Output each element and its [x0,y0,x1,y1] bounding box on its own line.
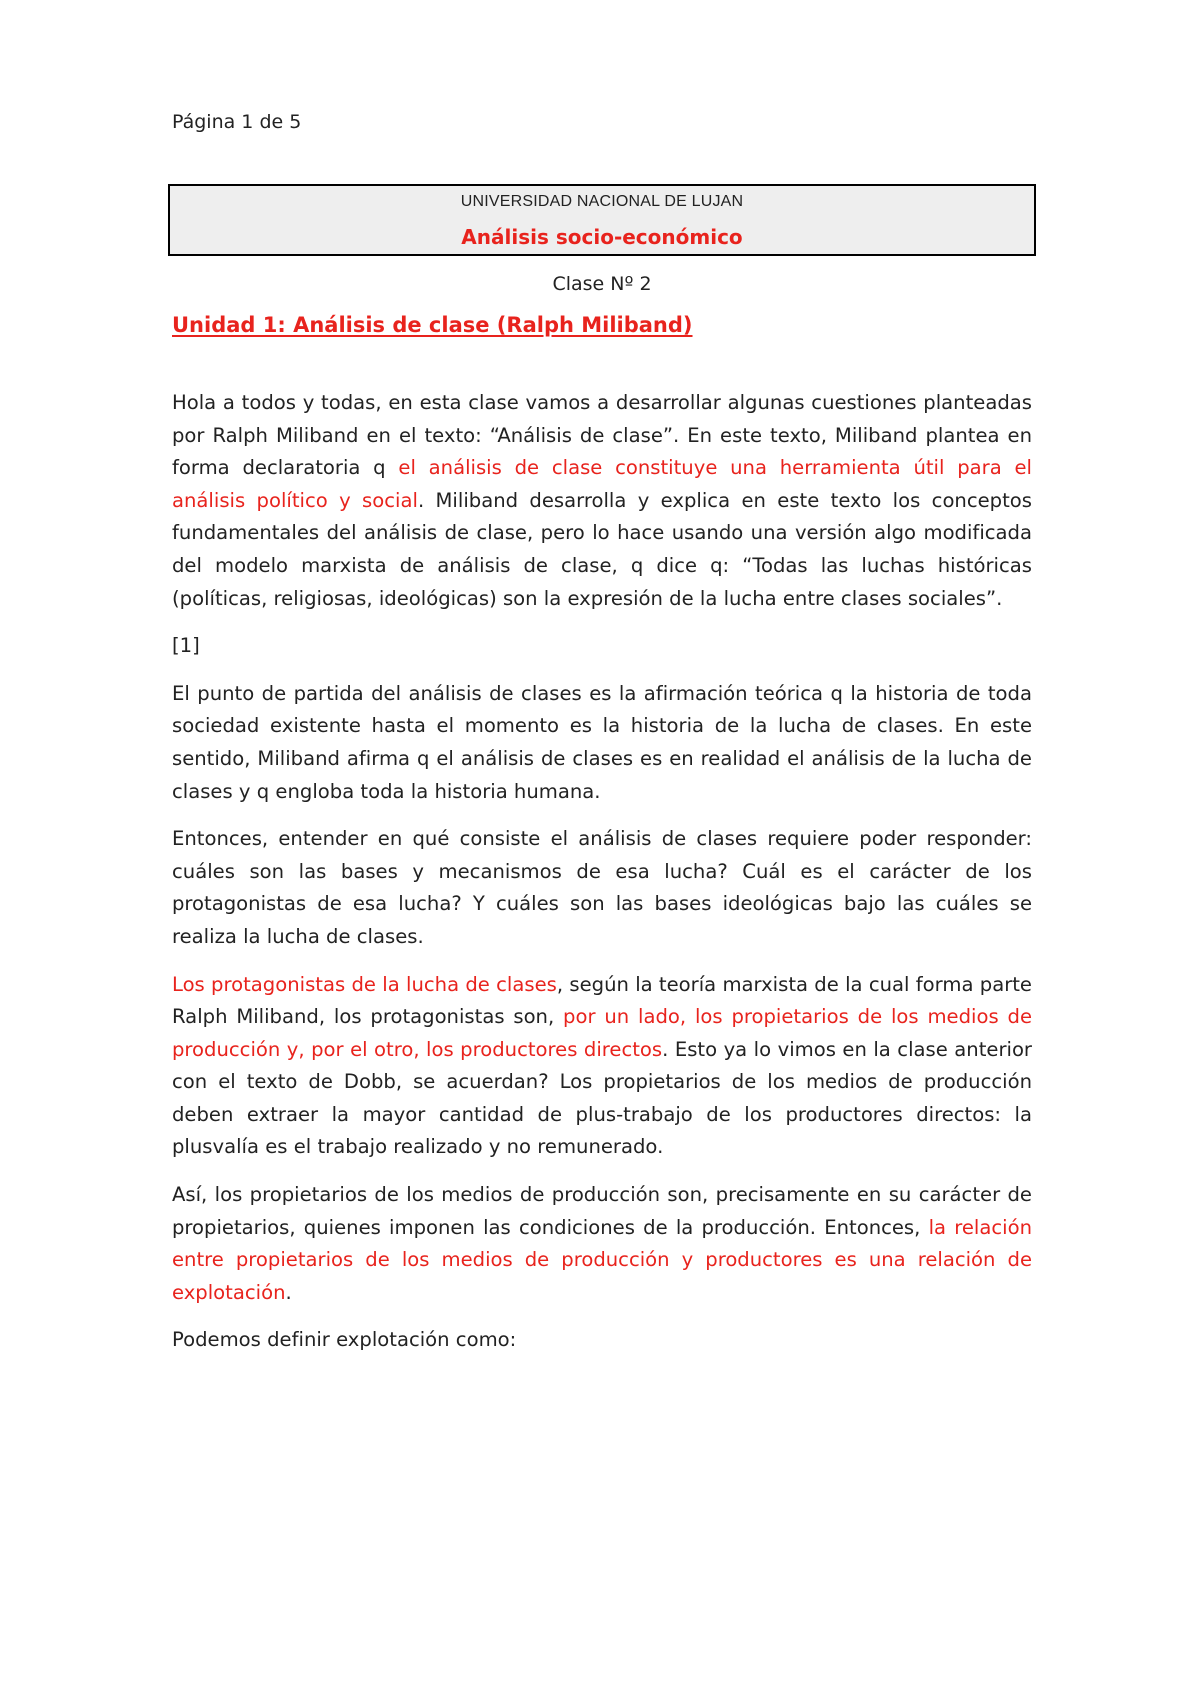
paragraph-exploitation [172,1179,1032,1309]
text-run: . Esto ya lo vimos en la clase anterior con el texto de Dobb, se acuerdan? Los propietarios de los medios de producción deben extraer la mayor cantidad de plus-trabajo de los productores directos: la plusvalía es el trabajo realizado y no remunerado. [172,1037,1032,1159]
text-run: Así, los propietarios de los medios de producción son, precisamente en su carácter de propietarios, quienes imponen las condiciones de la producción. Entonces, [172,1183,1032,1239]
highlighted-text: el análisis de clase constituye una herramienta útil para el análisis político y social [172,456,1032,512]
text-run: . Miliband desarrolla y explica en este texto los conceptos fundamentales del análisis de clase, pero lo hace usando una versión algo modificada del modelo marxista de análisis de clase, q dice q: “Todas las luchas históricas (políticas, religiosas, ideológicas) son la expresión de la lucha entre clases sociales”. [172,488,1032,610]
page-number: Página 1 de 5 [172,111,302,133]
highlighted-text: la relación entre propietarios de los medios de producción y productores es una relación de explotación [172,1215,1033,1304]
paragraph-starting-point: El punto de partida del análisis de clases es la afirmación teórica q la historia de toda sociedad existente hasta el momento es la historia de la lucha de clases. En este sentido, Miliband afirma q el análisis de clases es en realidad el análisis de la lucha de clases y q engloba toda la historia humana. [172,681,1032,803]
text-run: , según la teoría marxista de la cual forma parte Ralph Miliband, los protagonistas son, [172,972,1032,1029]
footnote-reference: [1] [172,634,200,658]
highlighted-text: por un lado, los propietarios de los medios de producción y, por el otro, los productores directos [172,1005,1032,1061]
subject-title: Análisis socio-económico [461,225,743,249]
paragraph-protagonists [172,969,1032,1165]
paragraph-intro [172,387,1032,615]
unit-title: Unidad 1: Análisis de clase (Ralph Miliband) [172,313,693,337]
body-text [172,387,1032,1372]
header-box [168,184,1036,256]
class-number: Clase Nº 2 [552,273,652,295]
highlighted-text: Los protagonistas de la lucha de clases [172,972,557,996]
text-run: Hola a todos y todas, en esta clase vamos a desarrollar algunas cuestiones planteadas por Ralph Miliband en el texto: “Análisis de clase”. En este texto, Miliband plantea en forma declaratoria q [172,391,1032,480]
text-run: . [285,1280,292,1304]
paragraph-questions: Entonces, entender en qué consiste el análisis de clases requiere poder responder: cuáles son las bases y mecanismos de esa lucha? Cuál es el carácter de los protagonistas de esa lucha? Y cuáles son las bases ideológicas bajo las cuáles se realiza la lucha de clases. [172,827,1032,948]
paragraph-definition: Podemos definir explotación como: [172,1328,517,1352]
university-name: UNIVERSIDAD NACIONAL DE LUJAN [460,193,744,210]
